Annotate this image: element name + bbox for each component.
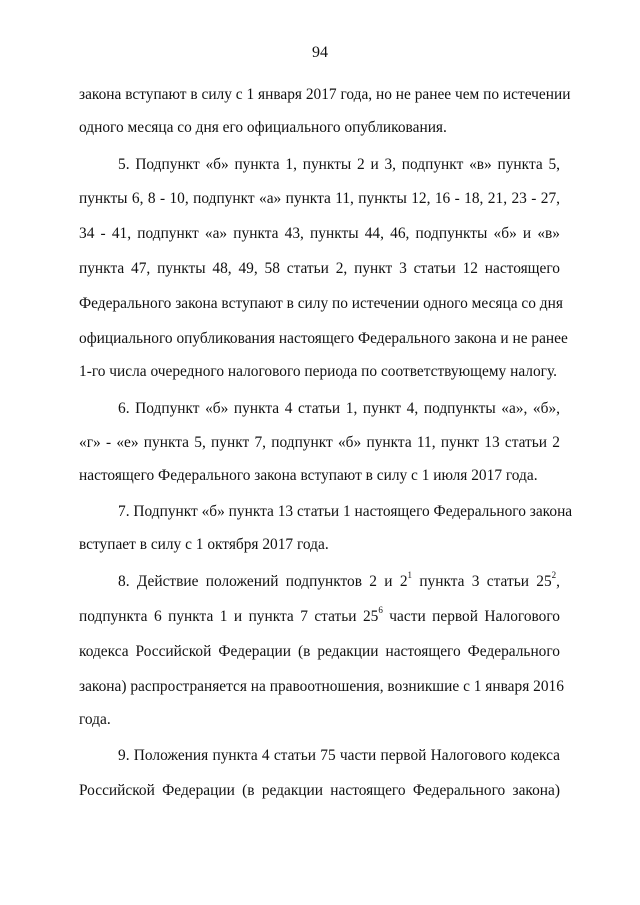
text-line: пункты 6, 8 - 10, подпункт «а» пункта 11, пункты 12, 16 - 18, 21, 23 - 27,: [79, 190, 560, 207]
text-line: пункта 47, пункты 48, 49, 58 статьи 2, пункт 3 статьи 12 настоящего: [79, 260, 560, 277]
text-line: закона) распространяется на правоотношения, возникшие с 1 января 2016: [79, 678, 564, 695]
text-line: «г» - «е» пункта 5, пункт 7, подпункт «б» пункта 11, пункт 13 статьи 2: [79, 434, 560, 451]
text-line: 1-го числа очередного налогового периода по соответствующему налогу.: [79, 363, 557, 380]
text-segment: части первой Налогового: [382, 608, 560, 625]
paragraph-8-start: [118, 569, 561, 592]
paragraph-6-start: 6. Подпункт «б» пункта 4 статьи 1, пункт 4, подпункты «а», «б»,: [118, 400, 560, 417]
text-segment: ,: [556, 573, 561, 590]
text-line: [79, 604, 560, 627]
text-line: Российской Федерации (в редакции настоящего Федерального закона): [79, 782, 560, 799]
text-line: настоящего Федерального закона вступают в силу с 1 июля 2017 года.: [79, 467, 538, 484]
text-segment: 8. Действие положений подпунктов 2 и 2: [118, 573, 408, 590]
page-number: 94: [312, 44, 328, 61]
text-segment: пункта 3 статьи 25: [412, 573, 552, 590]
text-line: 34 - 41, подпункт «а» пункта 43, пункты 44, 46, подпункты «б» и «в»: [79, 225, 560, 242]
text-line: Федерального закона вступают в силу по истечении одного месяца со дня: [79, 295, 563, 312]
text-line: официального опубликования настоящего Федерального закона и не ранее: [79, 330, 568, 347]
text-line: вступает в силу с 1 октября 2017 года.: [79, 536, 329, 553]
superscript: 6: [378, 604, 383, 615]
superscript: 2: [551, 569, 557, 580]
text-line: года.: [79, 711, 111, 728]
paragraph-5-start: 5. Подпункт «б» пункта 1, пункты 2 и 3, подпункт «в» пункта 5,: [118, 156, 560, 173]
text-line: кодекса Российской Федерации (в редакции настоящего Федерального: [79, 643, 560, 660]
text-line: закона вступают в силу с 1 января 2017 года, но не ранее чем по истечении: [79, 86, 571, 103]
paragraph-9-start: 9. Положения пункта 4 статьи 75 части первой Налогового кодекса: [118, 747, 560, 764]
superscript: 1: [407, 569, 413, 580]
text-line: одного месяца со дня его официального опубликования.: [79, 119, 447, 136]
paragraph-7-start: 7. Подпункт «б» пункта 13 статьи 1 настоящего Федерального закона: [118, 503, 573, 520]
text-segment: подпункта 6 пункта 1 и пункта 7 статьи 25: [79, 608, 379, 625]
